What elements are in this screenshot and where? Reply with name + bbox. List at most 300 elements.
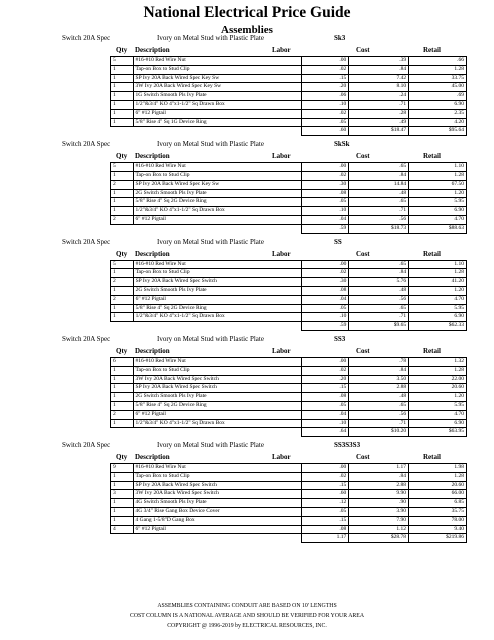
assembly-box-type: Ivory on Metal Stud with Plastic Plate [157,237,264,246]
cell-labor: .15 [302,74,349,83]
cell-labor: .00 [302,57,349,66]
cell-cost: 5.76 [349,278,409,287]
cell-retail: 1.32 [409,357,467,366]
cell-cost: 9.90 [349,490,409,499]
total-spacer [133,534,302,543]
table-row [111,481,467,490]
cell-description: 6" #12 Pigtail [133,525,302,534]
cell-cost: .24 [349,92,409,101]
footer-note-cost: COST COLUMN IS A NATIONAL AVERAGE AND SHOULD BE VERIFIED FOR YOUR AREA [129,613,365,619]
cell-labor: .02 [302,65,349,74]
cell-retail: 1.10 [409,260,467,269]
total-spacer [133,322,302,331]
assembly-block [0,440,494,543]
cell-labor: .60 [302,490,349,499]
table-row [111,490,467,499]
cell-labor: .04 [302,295,349,304]
cell-qty: 1 [111,419,134,428]
cell-qty: 2 [111,215,134,224]
cell-retail: 1.20 [409,189,467,198]
column-header-row [0,46,494,56]
cell-description: 2G Switch Smooth Pls Ivy Plate [133,189,302,198]
table-row [111,163,467,172]
cell-cost: .71 [349,207,409,216]
assembly-code: SS3 [334,334,346,343]
cell-cost: .71 [349,313,409,322]
cell-labor: .08 [302,286,349,295]
cell-retail: 78.00 [409,516,467,525]
cell-qty: 3 [111,490,134,499]
cell-description: #16-#10 Red Wire Nut [133,57,302,66]
cell-qty: 1 [111,83,134,92]
cell-cost: 1.12 [349,525,409,534]
assembly-block [0,33,494,136]
table-row [111,189,467,198]
cell-description: Tap-on Box to Stud Clip [133,171,302,180]
cell-labor: .00 [302,357,349,366]
cell-description: SP Ivy 20A Back Wired Spec Switch [133,481,302,490]
cell-labor: .02 [302,472,349,481]
cell-retail: 4.70 [409,410,467,419]
cell-retail: 45.00 [409,83,467,92]
cell-retail: 6.90 [409,100,467,109]
cell-retail: 1.28 [409,171,467,180]
cell-description: SP Ivy 20A Back Wired Spec Switch [133,384,302,393]
cell-retail: 41.20 [409,278,467,287]
cell-labor: .00 [302,260,349,269]
table-row [111,278,467,287]
cell-retail: 67.50 [409,180,467,189]
cell-qty: 1 [111,109,134,118]
total-row [111,428,467,437]
cell-cost: 7.42 [349,74,409,83]
table-row [111,304,467,313]
total-cost: $28.78 [349,534,409,543]
cell-cost: 2.88 [349,384,409,393]
column-header-row [0,250,494,260]
table-row [111,92,467,101]
cell-retail: 1.28 [409,472,467,481]
cell-description: 1/2"&3/4" KO 4"x1-1/2" Sq Drawn Box [133,100,302,109]
total-labor: 1.17 [302,534,349,543]
table-row [111,109,467,118]
assembly-box-type: Ivory on Metal Stud with Plastic Plate [157,441,264,450]
cell-description: 1G Switch Smooth Pls Ivy Plate [133,92,302,101]
total-cost: $9.65 [349,322,409,331]
cell-cost: 3.50 [349,375,409,384]
cell-description: #16-#10 Red Wire Nut [133,260,302,269]
cell-retail: 66.00 [409,490,467,499]
cell-retail: 1.98 [409,464,467,473]
table-row [111,375,467,384]
cell-labor: .12 [302,499,349,508]
cell-qty: 2 [111,278,134,287]
total-spacer [111,534,134,543]
cell-qty: 1 [111,508,134,517]
table-row [111,207,467,216]
cell-labor: .10 [302,100,349,109]
cell-description: 3W Ivy 20A Back Wired Spec Switch [133,490,302,499]
cell-description: 6" #12 Pigtail [133,215,302,224]
cell-retail: 22.00 [409,375,467,384]
cell-qty: 5 [111,57,134,66]
cell-description: 5/8" Rise 4" Sq 2G Device Ring [133,198,302,207]
cell-cost: .84 [349,269,409,278]
total-row [111,322,467,331]
table-row [111,357,467,366]
column-description: Description [135,249,170,258]
cell-cost: .28 [349,109,409,118]
cell-description: SP Ivy 20A Back Wired Spec Key Sw [133,74,302,83]
cell-labor: .20 [302,375,349,384]
items-table [110,260,467,331]
assembly-code: SS [334,237,342,246]
cell-cost: 8.10 [349,83,409,92]
table-row [111,57,467,66]
cell-retail: 4.20 [409,118,467,127]
cell-cost: 1.17 [349,464,409,473]
cell-qty: 9 [111,464,134,473]
cell-qty: 1 [111,171,134,180]
cell-qty: 1 [111,100,134,109]
cell-cost: .71 [349,100,409,109]
table-row [111,286,467,295]
items-table [110,56,467,136]
cell-description: Tap-on Box to Stud Clip [133,65,302,74]
total-cost: $18.73 [349,224,409,233]
column-cost: Cost [356,249,370,258]
cell-cost: .65 [349,260,409,269]
cell-retail: 35.75 [409,508,467,517]
table-row [111,401,467,410]
cell-retail: .66 [409,57,467,66]
table-row [111,65,467,74]
cell-cost: .65 [349,163,409,172]
table-row [111,269,467,278]
column-qty: Qty [116,346,128,355]
table-row [111,260,467,269]
cell-qty: 1 [111,401,134,410]
column-cost: Cost [356,152,370,161]
cell-description: SP Ivy 20A Back Wired Spec Key Sw [133,180,302,189]
cell-qty: 1 [111,499,134,508]
cell-description: 5/8" Rise 4" Sq 2G Device Ring [133,304,302,313]
table-row [111,508,467,517]
assembly-spec: Switch 20A Spec [62,237,111,246]
total-spacer [111,322,134,331]
cell-labor: .10 [302,207,349,216]
cell-qty: 1 [111,393,134,402]
total-spacer [111,224,134,233]
cell-retail: 6.85 [409,499,467,508]
cell-description: 2G Switch Smooth Pls Ivy Plate [133,286,302,295]
cell-qty: 2 [111,180,134,189]
table-row [111,525,467,534]
table-row [111,313,467,322]
cell-qty: 1 [111,472,134,481]
total-retail: $95.64 [409,127,467,136]
cell-labor: .10 [302,313,349,322]
cell-labor: .20 [302,83,349,92]
total-labor: .59 [302,322,349,331]
column-qty: Qty [116,249,128,258]
cell-description: 4 Gang 1-5/8"D Gang Box [133,516,302,525]
cell-retail: 9.40 [409,525,467,534]
column-retail: Retail [423,249,441,258]
column-labor: Labor [272,46,291,54]
cell-qty: 1 [111,304,134,313]
column-header-row [0,453,494,463]
column-description: Description [135,152,170,161]
cell-qty: 1 [111,65,134,74]
column-retail: Retail [423,152,441,161]
assembly-block [0,237,494,331]
items-table [110,357,467,437]
assembly-spec: Switch 20A Spec [62,441,111,450]
total-cost: $18.47 [349,127,409,136]
cell-qty: 1 [111,384,134,393]
column-qty: Qty [116,152,128,161]
cell-cost: 3.90 [349,508,409,517]
table-row [111,464,467,473]
cell-cost: .49 [349,118,409,127]
cell-labor: .04 [302,215,349,224]
total-labor: .59 [302,224,349,233]
cell-qty: 2 [111,295,134,304]
table-row [111,171,467,180]
cell-qty: 1 [111,118,134,127]
cell-qty: 1 [111,74,134,83]
cell-retail: 6.90 [409,313,467,322]
assembly-spec: Switch 20A Spec [62,34,111,42]
total-spacer [133,127,302,136]
cell-qty: 4 [111,525,134,534]
cell-retail: 1.28 [409,269,467,278]
cell-retail: 20.60 [409,481,467,490]
cell-description: 2G Switch Smooth Pls Ivy Plate [133,393,302,402]
cell-labor: .02 [302,366,349,375]
assembly-spec: Switch 20A Spec [62,334,111,343]
table-row [111,215,467,224]
cell-cost: .48 [349,189,409,198]
cell-retail: 20.60 [409,384,467,393]
assembly-box-type: Ivory on Metal Stud with Plastic Plate [157,334,264,343]
cell-description: 5/8" Rise 4" Sq 1G Device Ring [133,118,302,127]
cell-description: 3W Ivy 20A Back Wired Spec Switch [133,375,302,384]
column-description: Description [135,346,170,355]
assembly-spec: Switch 20A Spec [62,140,111,149]
cell-description: Tap-on Box to Stud Clip [133,366,302,375]
cell-cost: .56 [349,410,409,419]
cell-retail: 6.90 [409,419,467,428]
cell-cost: .65 [349,401,409,410]
assembly-header [0,440,494,451]
total-row [111,127,467,136]
cell-description: 6" #12 Pigtail [133,109,302,118]
cell-qty: 2 [111,410,134,419]
cell-description: Tap-on Box to Stud Clip [133,269,302,278]
assembly-header [0,139,494,150]
table-row [111,472,467,481]
table-row [111,83,467,92]
cell-retail: 2.35 [409,109,467,118]
column-qty: Qty [116,46,128,54]
column-labor: Labor [272,249,291,258]
table-row [111,100,467,109]
total-row [111,224,467,233]
cell-labor: .08 [302,189,349,198]
cell-retail: 4.70 [409,295,467,304]
column-description: Description [135,453,170,462]
cell-labor: .02 [302,109,349,118]
assembly-code: SS3S3S3 [334,441,361,450]
table-row [111,295,467,304]
cell-cost: .56 [349,295,409,304]
cell-retail: .69 [409,92,467,101]
cell-description: #16-#10 Red Wire Nut [133,163,302,172]
total-row [111,534,467,543]
page-title: National Electrical Price Guide [143,4,351,21]
assembly-header [0,334,494,345]
cell-description: 5/8" Rise 4" Sq 2G Device Ring [133,401,302,410]
assembly-code: Sk3 [334,34,346,42]
cell-retail: 33.75 [409,74,467,83]
cell-labor: .02 [302,269,349,278]
cell-cost: .78 [349,357,409,366]
total-spacer [111,127,134,136]
cell-qty: 1 [111,313,134,322]
assembly-block [0,334,494,437]
cell-labor: .05 [302,401,349,410]
table-row [111,410,467,419]
assembly-code: SkSk [334,140,350,149]
cell-qty: 5 [111,163,134,172]
page-subtitle: Assemblies [221,24,273,36]
cell-retail: 1.10 [409,163,467,172]
cell-labor: .15 [302,384,349,393]
table-row [111,180,467,189]
cell-qty: 6 [111,357,134,366]
cell-description: #16-#10 Red Wire Nut [133,464,302,473]
cell-cost: .84 [349,65,409,74]
cell-cost: 2.88 [349,481,409,490]
total-retail: $219.86 [409,534,467,543]
column-retail: Retail [423,346,441,355]
cell-labor: .05 [302,118,349,127]
column-qty: Qty [116,453,128,462]
items-table [110,162,467,233]
cell-cost: 7.90 [349,516,409,525]
cell-qty: 1 [111,366,134,375]
column-header-row [0,152,494,162]
cell-cost: .71 [349,419,409,428]
total-spacer [133,428,302,437]
cell-labor: .10 [302,419,349,428]
cell-labor: .00 [302,464,349,473]
column-labor: Labor [272,346,291,355]
cell-qty: 1 [111,189,134,198]
cell-labor: .08 [302,525,349,534]
cell-qty: 1 [111,481,134,490]
cell-cost: .65 [349,304,409,313]
assemblies-list [0,33,494,543]
cell-cost: .84 [349,472,409,481]
cell-cost: .90 [349,499,409,508]
cell-labor: .30 [302,180,349,189]
cell-qty: 1 [111,286,134,295]
cell-labor: .02 [302,171,349,180]
cell-labor: .05 [302,198,349,207]
column-cost: Cost [356,453,370,462]
table-row [111,384,467,393]
cell-description: SP Ivy 20A Back Wired Spec Switch [133,278,302,287]
column-retail: Retail [423,453,441,462]
total-labor: .64 [302,428,349,437]
cell-labor: .05 [302,508,349,517]
column-retail: Retail [423,46,441,54]
cell-description: 1/2"&3/4" KO 4"x1-1/2" Sq Drawn Box [133,207,302,216]
cell-labor: .15 [302,516,349,525]
total-retail: $62.33 [409,322,467,331]
table-row [111,393,467,402]
footer-copyright: COPYRIGHT @ 1996-2019 by ELECTRICAL RESOURCES, INC. [167,623,327,629]
cell-description: Tap-on Box to Stud Clip [133,472,302,481]
cell-cost: .84 [349,366,409,375]
footer-note-conduit: ASSEMBLIES CONTAINING CONDUIT ARE BASED ON 10' LENGTHS [157,603,337,609]
cell-qty: 1 [111,375,134,384]
cell-description: #16-#10 Red Wire Nut [133,357,302,366]
column-header-row [0,347,494,357]
table-row [111,516,467,525]
cell-labor: .00 [302,163,349,172]
cell-retail: 4.70 [409,215,467,224]
cell-qty: 1 [111,207,134,216]
assembly-header [0,33,494,44]
cell-qty: 1 [111,92,134,101]
cell-labor: .08 [302,393,349,402]
cell-description: 6" #12 Pigtail [133,410,302,419]
cell-labor: .06 [302,92,349,101]
cell-cost: .48 [349,286,409,295]
cell-cost: .65 [349,198,409,207]
items-table [110,463,467,543]
total-retail: $88.63 [409,224,467,233]
assembly-header [0,237,494,248]
assembly-box-type: Ivory on Metal Stud with Plastic Plate [157,140,264,149]
cell-retail: 5.95 [409,198,467,207]
cell-retail: 1.28 [409,366,467,375]
table-row [111,499,467,508]
column-cost: Cost [356,46,370,54]
cell-labor: .05 [302,304,349,313]
table-row [111,198,467,207]
table-row [111,366,467,375]
total-cost: $10.20 [349,428,409,437]
cell-description: 1/2"&3/4" KO 4"x1-1/2" Sq Drawn Box [133,419,302,428]
column-description: Description [135,46,170,54]
cell-cost: 14.84 [349,180,409,189]
cell-labor: .15 [302,481,349,490]
cell-description: 4G Switch Smooth Pls Ivy Plate [133,499,302,508]
cell-retail: 5.95 [409,304,467,313]
cell-description: 3W Ivy 20A Back Wired Spec Key Sw [133,83,302,92]
cell-retail: 5.95 [409,401,467,410]
total-spacer [133,224,302,233]
cell-cost: .84 [349,171,409,180]
cell-retail: 1.20 [409,393,467,402]
cell-description: 6" #12 Pigtail [133,295,302,304]
cell-cost: .48 [349,393,409,402]
